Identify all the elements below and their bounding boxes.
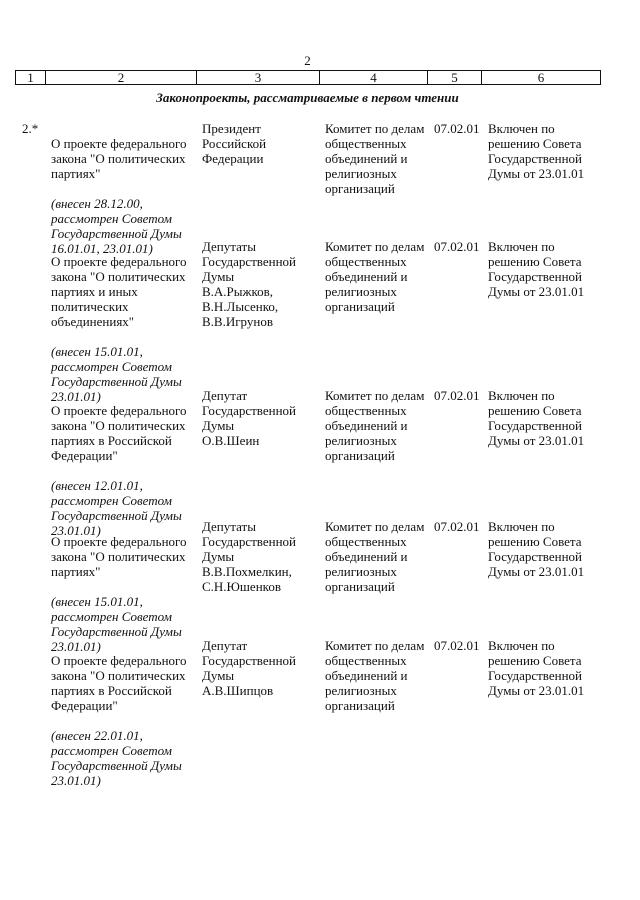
entry-status: Включен по решению Совета Государственной Думы от 23.01.01 — [488, 638, 585, 698]
page-number: 2 — [304, 53, 311, 68]
column-header-3: 3 — [197, 71, 320, 84]
entry-date: 07.02.01 — [434, 519, 480, 534]
entry-number: 2.* — [22, 121, 39, 136]
entry-title: О проекте федерального закона "О политических партиях в Российской Федерации" — [51, 653, 187, 713]
entry-meta: (внесен 15.01.01, рассмотрен Советом Государственной Думы 23.01.01) — [51, 594, 182, 654]
column-header-5: 5 — [428, 71, 482, 84]
entry-date: 07.02.01 — [434, 239, 480, 254]
entry-committee: Комитет по делам общественных объединений и религиозных организаций — [325, 519, 425, 594]
column-header-1: 1 — [16, 71, 46, 84]
column-header-6: 6 — [537, 70, 545, 85]
entry-meta: (внесен 22.01.01, рассмотрен Советом Государственной Думы 23.01.01) — [51, 728, 182, 788]
entry-date: 07.02.01 — [434, 121, 480, 136]
entry-status: Включен по решению Совета Государственной Думы от 23.01.01 — [488, 239, 585, 299]
entry-author: Президент Российской Федерации — [202, 121, 267, 166]
entry-title: О проекте федерального закона "О политических партиях в Российской Федерации" — [51, 403, 187, 463]
entry-title: О проекте федерального закона "О политических партиях" — [51, 136, 187, 181]
entry-date: 07.02.01 — [434, 388, 480, 403]
entry-author: Депутат Государственной Думы О.В.Шеин — [202, 388, 297, 448]
entry-title: О проекте федерального закона "О политических партиях" — [51, 534, 187, 579]
entry-meta: (внесен 28.12.00, рассмотрен Советом Государственной Думы 16.01.01, 23.01.01) — [51, 196, 182, 256]
column-header-4: 4 — [320, 71, 428, 84]
entry-date: 07.02.01 — [434, 638, 480, 653]
entry-author: Депутаты Государственной Думы В.В.Похмелкин, С.Н.Юшенков — [202, 519, 297, 594]
column-header-2: 2 — [46, 71, 197, 84]
entry-author: Депутаты Государственной Думы В.А.Рыжков, В.Н.Лысенко, В.В.Игрунов — [202, 239, 297, 329]
entry-committee: Комитет по делам общественных объединений и религиозных организаций — [325, 388, 425, 463]
entry-meta: (внесен 15.01.01, рассмотрен Советом Государственной Думы 23.01.01) — [51, 344, 182, 404]
entry-committee: Комитет по делам общественных объединений и религиозных организаций — [325, 239, 425, 314]
column-header-row — [15, 70, 601, 85]
entry-status: Включен по решению Совета Государственной Думы от 23.01.01 — [488, 388, 585, 448]
entry-title-cell — [51, 638, 196, 803]
entry-status: Включен по решению Совета Государственной Думы от 23.01.01 — [488, 519, 585, 579]
entry-author: Депутат Государственной Думы А.В.Шипцов — [202, 638, 297, 698]
entry-committee: Комитет по делам общественных объединений и религиозных организаций — [325, 121, 425, 196]
entry-status: Включен по решению Совета Государственной Думы от 23.01.01 — [488, 121, 585, 181]
entry-meta: (внесен 12.01.01, рассмотрен Советом Государственной Думы 23.01.01) — [51, 478, 182, 538]
section-title: Законопроекты, рассматриваемые в первом чтении — [156, 90, 459, 105]
entry-title: О проекте федерального закона "О политических партиях и иных политических объединениях" — [51, 254, 187, 329]
entry-committee: Комитет по делам общественных объединений и религиозных организаций — [325, 638, 425, 713]
